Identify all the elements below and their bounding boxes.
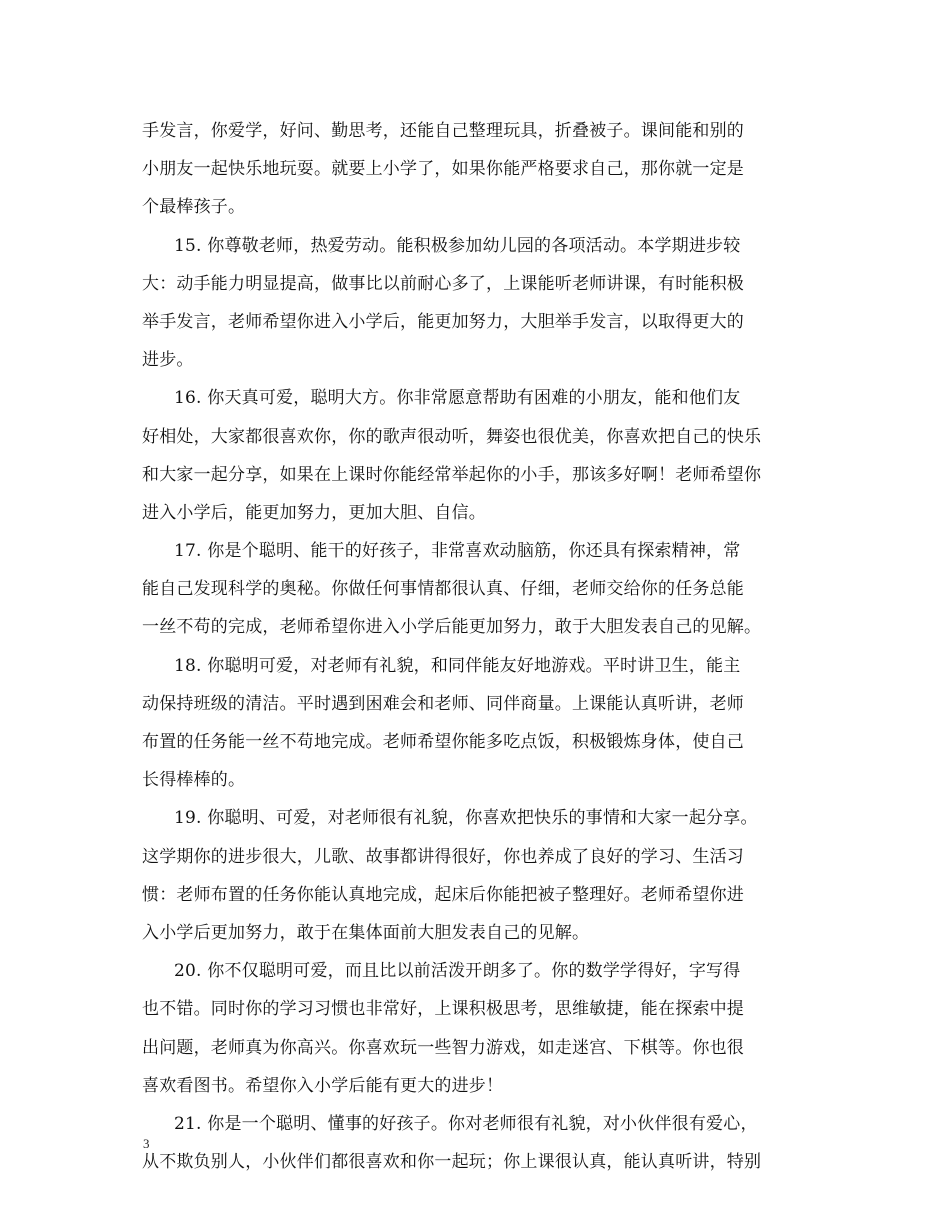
text-line: 从不欺负别人，小伙伴们都很喜欢和你一起玩；你上课很认真，能认真听讲，特别 [142, 1152, 762, 1173]
page-number: 3 [143, 1136, 150, 1151]
text-line: 能自己发现科学的奥秘。你做任何事情都很认真、仔细，老师交给你的任务总能 [142, 579, 744, 600]
text-line: 16. 你天真可爱，聪明大方。你非常愿意帮助有困难的小朋友，能和他们友 [174, 388, 741, 409]
text-line: 和大家一起分享，如果在上课时你能经常举起你的小手，那该多好啊！老师希望你 [142, 464, 762, 485]
text-line: 入小学后更加努力，敢于在集体面前大胆发表自己的见解。 [142, 922, 590, 943]
text-line: 长得棒棒的。 [142, 770, 246, 791]
text-line: 19. 你聪明、可爱，对老师很有礼貌，你喜欢把快乐的事情和大家一起分享。 [174, 808, 758, 829]
text-line: 好相处，大家都很喜欢你，你的歌声很动听，舞姿也很优美，你喜欢把自己的快乐 [142, 426, 762, 447]
text-line: 大：动手能力明显提高，做事比以前耐心多了，上课能听老师讲课，有时能积极 [142, 273, 744, 294]
text-line: 布置的任务能一丝不苟地完成。老师希望你能多吃点饭，积极锻炼身体，使自己 [142, 732, 744, 752]
text-line: 个最棒孩子。 [142, 197, 246, 218]
text-line: 出问题，老师真为你高兴。你喜欢玩一些智力游戏，如走迷宫、下棋等。你也很 [142, 1037, 744, 1058]
text-line: 举手发言，老师希望你进入小学后，能更加努力，大胆举手发言，以取得更大的 [142, 311, 744, 332]
text-line: 小朋友一起快乐地玩耍。就要上小学了，如果你能严格要求自己，那你就一定是 [142, 159, 744, 180]
text-line: 17. 你是个聪明、能干的好孩子，非常喜欢动脑筋，你还具有探索精神，常 [174, 541, 741, 562]
text-line: 也不错。同时你的学习习惯也非常好，上课积极思考，思维敏捷，能在探索中提 [142, 999, 744, 1020]
text-line: 惯：老师布置的任务你能认真地完成，起床后你能把被子整理好。老师希望你进 [142, 884, 744, 905]
text-line: 进入小学后，能更加努力，更加大胆、自信。 [142, 502, 486, 523]
document-body [142, 112, 812, 1181]
text-line: 这学期你的进步很大，儿歌、故事都讲得很好，你也养成了良好的学习、生活习 [142, 846, 744, 867]
text-line: 喜欢看图书。希望你入小学后能有更大的进步！ [142, 1075, 504, 1096]
text-line: 进步。 [142, 350, 194, 371]
text-line: 动保持班级的清洁。平时遇到困难会和老师、同伴商量。上课能认真听讲，老师 [142, 693, 744, 714]
text-line: 手发言，你爱学，好问、勤思考，还能自己整理玩具，折叠被子。课间能和别的 [142, 121, 744, 141]
text-line: 一丝不苟的完成，老师希望你进入小学后能更加努力，敢于大胆发表自己的见解。 [142, 617, 762, 638]
text-line: 20. 你不仅聪明可爱，而且比以前活泼开朗多了。你的数学学得好，字写得 [174, 961, 741, 982]
text-line: 21. 你是一个聪明、懂事的好孩子。你对老师很有礼貌，对小伙伴很有爱心， [174, 1113, 758, 1134]
text-line: 18. 你聪明可爱，对老师有礼貌，和同伴能友好地游戏。平时讲卫生，能主 [174, 655, 741, 676]
text-line: 15. 你尊敬老师，热爱劳动。能积极参加幼儿园的各项活动。本学期进步较 [174, 235, 741, 256]
